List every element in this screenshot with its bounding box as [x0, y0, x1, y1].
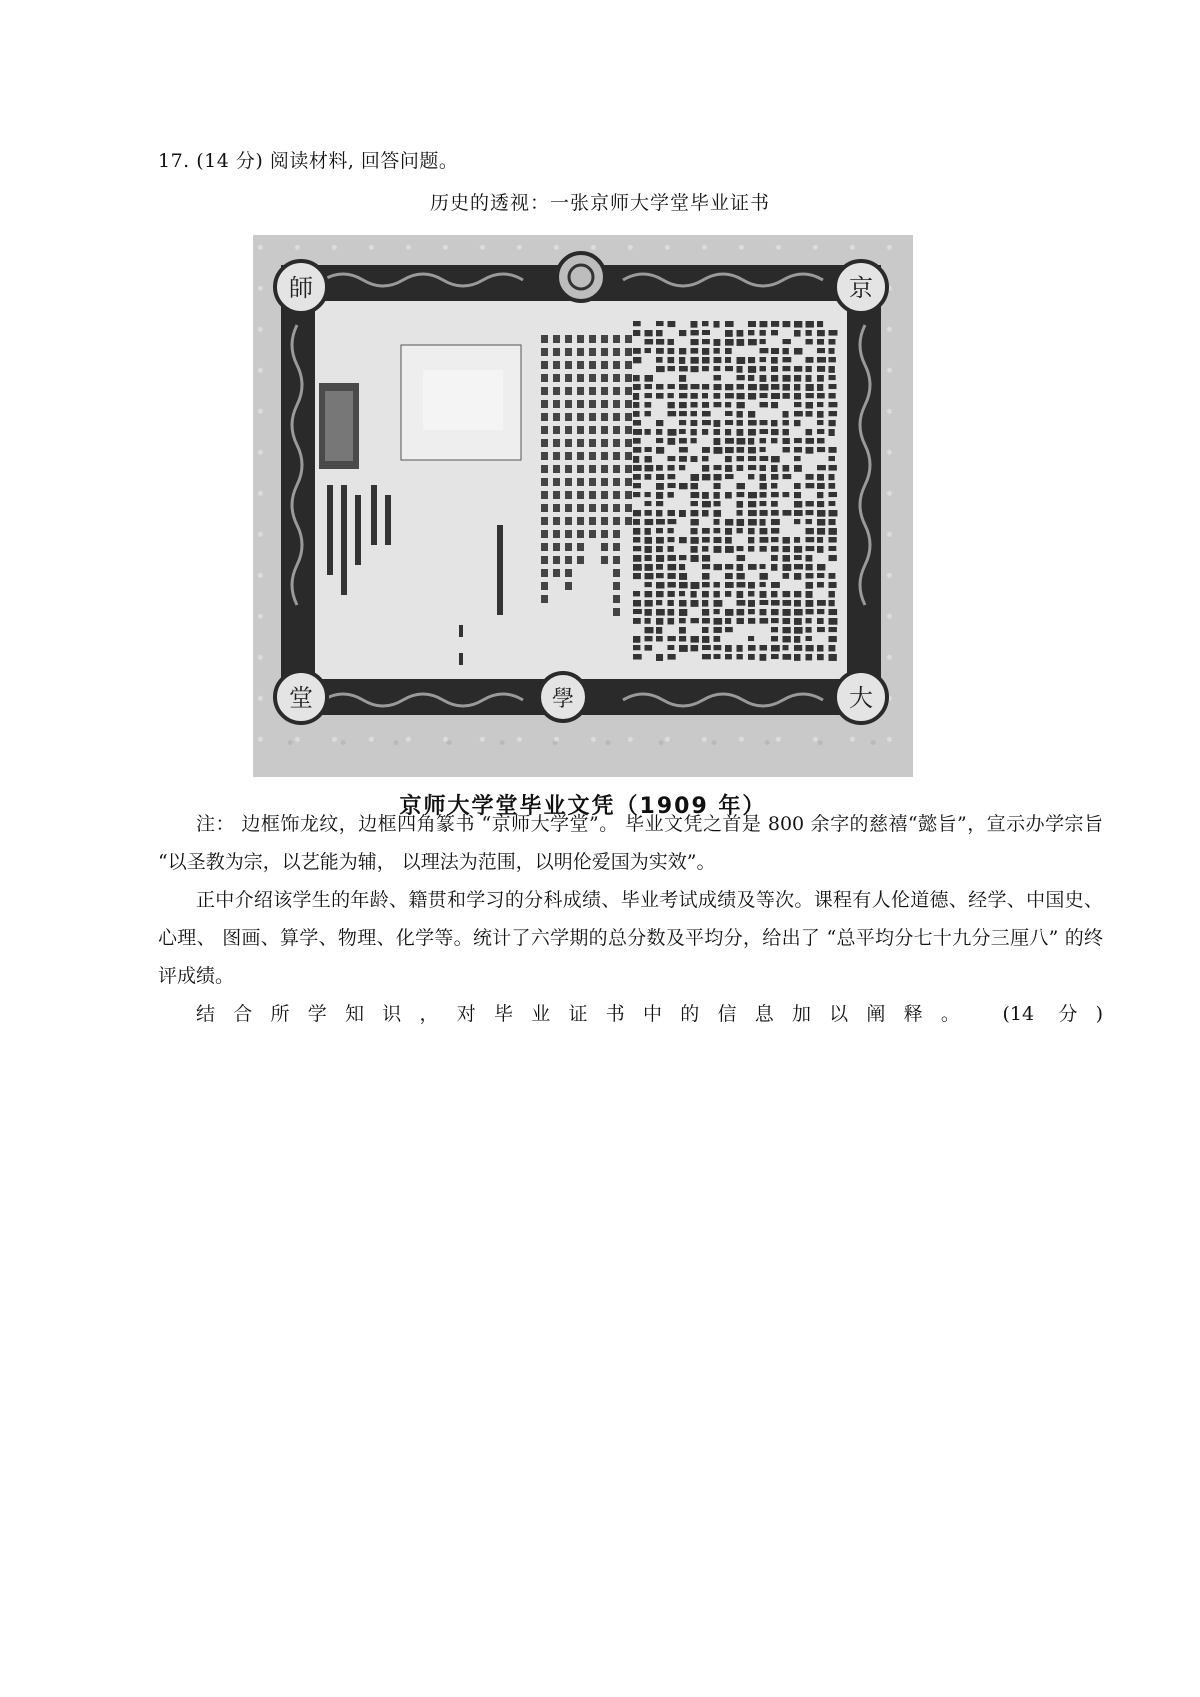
figure-caption: 京师大学堂毕业文凭（1909 年）	[399, 794, 767, 819]
svg-text:堂: 堂	[289, 684, 313, 712]
bottom-center-seal	[539, 673, 587, 721]
svg-text:大: 大	[849, 684, 873, 712]
official-seal-inner	[325, 391, 353, 461]
svg-text:學: 學	[551, 687, 575, 712]
material-title: 历史的透视：一张京师大学堂毕业证书	[429, 192, 770, 214]
corner-seal-bl	[275, 671, 327, 723]
svg-text:師: 師	[289, 274, 313, 302]
corner-seal-tl	[275, 261, 327, 313]
note-paragraph: 注： 边框饰龙纹，边框四角篆书 “京师大学堂”。 毕业文凭之首是 800 余字的慈禧“懿旨”，宣示办学宗旨 “以圣教为宗，以艺能为辅， 以理法为范围，以明伦爱国为实效”。	[158, 813, 1103, 873]
diploma-illustration	[253, 235, 913, 777]
corner-seal-tr	[835, 261, 887, 313]
content-paragraph: 正中介绍该学生的年龄、籍贯和学习的分科成绩、毕业考试成绩及等次。课程有人伦道德、经学、中国史、心理、 图画、算学、物理、化学等。统计了六学期的总分数及平均分，给出了 “总平均分七十九分三厘八” 的终评成绩。	[158, 889, 1103, 987]
grade-table	[401, 345, 521, 460]
svg-text:京: 京	[849, 274, 873, 302]
question-header: 17. (14 分) 阅读材料, 回答问题。	[158, 150, 459, 172]
question-prompt: 结合所学知识，对毕业证书中的信息加以阐释。 (14 分)	[196, 1003, 1103, 1025]
top-emblem	[557, 253, 605, 301]
corner-seal-br	[835, 671, 887, 723]
diploma-photo	[253, 235, 913, 777]
